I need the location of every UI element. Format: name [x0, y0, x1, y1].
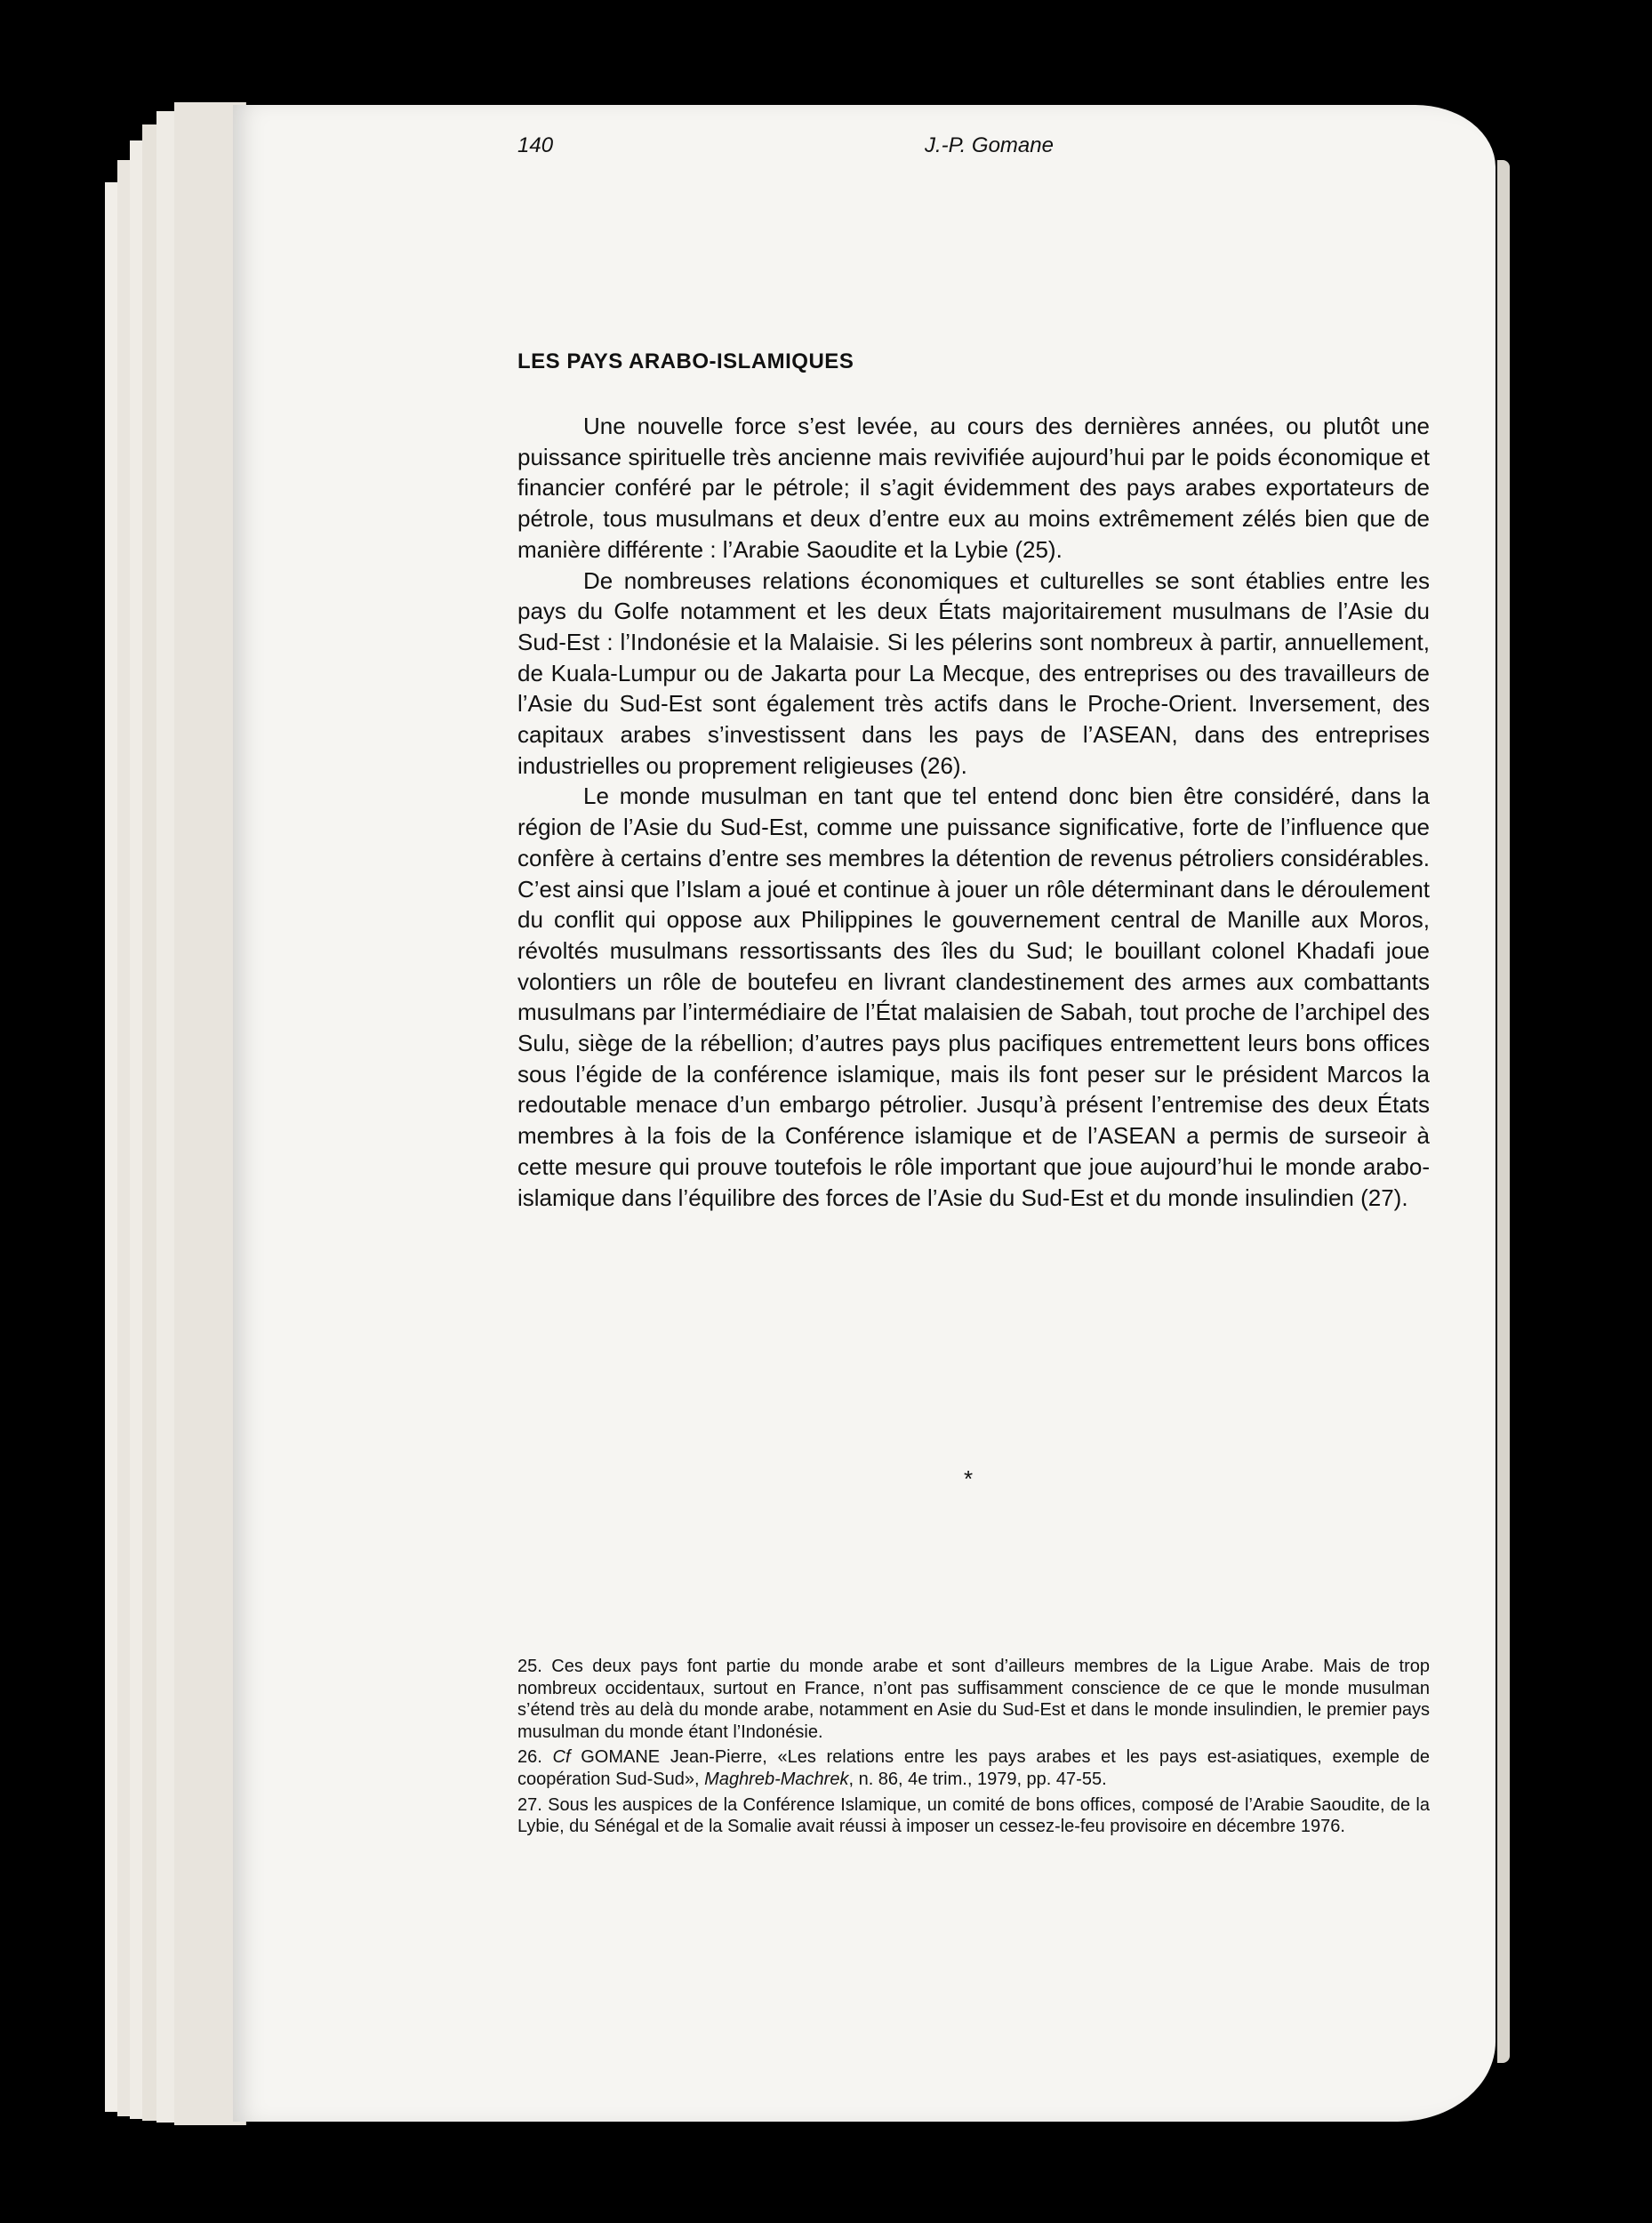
footnote-26-number: 26. [517, 1747, 542, 1768]
page-header [285, 133, 1200, 169]
page-number: 140 [517, 133, 554, 157]
footnotes [517, 1656, 1430, 1842]
footnote-27: 27. Sous les auspices de la Conférence Islamique, un comité de bons offices, composé de l’Arabie Saoudite, de la Lybie, du Sénégal et de la Somalie avait réussi à imposer un cessez-le-feu provisoire en décembre 1976. [517, 1794, 1430, 1837]
paragraph: Le monde musulman en tant que tel entend donc bien être considéré, dans la région de l’Asie du Sud-Est, comme une puissance significative, forte de l’influence que confère à certains d’entre ses membres la détention de revenus pétroliers considérables. C’est ainsi que l’Islam a joué et continue à jouer un rôle déterminant dans le déroulement du conflit qui oppose aux Philippines le gouvernement central de Manille aux Moros, révoltés musulmans ressortissants des îles du Sud; le bouillant colonel Khadafi joue volontiers un rôle de boutefeu en livrant clandestinement des armes aux combattants musulmans par l’intermédiaire de l’État malaisien de Sabah, tout proche de l’archipel des Sulu, siège de la rébellion; d’autres pays plus pacifiques entremettent leurs bons offices sous l’égide de la conférence islamique, mais ils font peser sur le président Marcos la redoutable menace d’un embargo pétrolier. Jusqu’à présent l’entremise des deux États membres à la fois de la Conférence islamique et de l’ASEAN a permis de surseoir à cette mesure qui prouve toutefois le rôle important que joue aujourd’hui le monde arabo-islamique dans l’équilibre des forces de l’Asie du Sud-Est et du monde insulindien (27). [517, 782, 1430, 1211]
footnote-26-journal: Maghreb-Machrek [704, 1769, 849, 1789]
footnote-26-details: , n. 86, 4e trim., 1979, pp. 47-55. [848, 1769, 1107, 1789]
footnote-25: 25. Ces deux pays font partie du monde arabe et sont d’ailleurs membres de la Ligue Arabe. Mais de trop nombreux occidentaux, surtout en France, n’ont pas suffisamment conscience de ce que le monde musulman s’étend très au delà du monde arabe, notamment en Asie du Sud-Est et dans le monde insulindien, le premier pays musulman du monde étant l’Indonésie. [517, 1657, 1430, 1742]
page-right-edge [1497, 160, 1510, 2063]
section-title: LES PAYS ARABO-ISLAMIQUES [517, 349, 854, 373]
section-separator: * [964, 1465, 974, 1492]
paragraph: De nombreuses relations économiques et culturelles se sont établies entre les pays du Golfe notamment et les deux États majoritairement musulmans de l’Asie du Sud-Est : l’Indonésie et la Malaisie. Si les pélerins sont nombreux à partir, annuellement, de Kuala-Lumpur ou de Jakarta pour La Mecque, des entreprises ou des travailleurs de l’Asie du Sud-Est sont également très actifs dans le Proche-Orient. Inversement, des capitaux arabes s’investissent dans les pays de l’ASEAN, dans des entreprises industrielles ou proprement religieuses (26). [517, 566, 1430, 779]
footnote-26-author: GOMANE Jean-Pierre, «Les relations entre les pays arabes et les pays est-asiatiques, exemple de coopération Sud-Sud», [517, 1747, 1430, 1789]
running-title: J.-P. Gomane [925, 133, 1054, 157]
paragraph: Une nouvelle force s’est levée, au cours des dernières années, ou plutôt une puissance spirituelle très ancienne mais revivifiée aujourd’hui par le poids économique et financier conféré par le pétrole; il s’agit évidemment des pays arabes exportateurs de pétrole, tous musulmans et deux d’entre eux au moins extrêmement zélés bien que de manière différente : l’Arabie Saoudite et la Lybie (25). [517, 413, 1430, 563]
footnote-26 [517, 1746, 1430, 1790]
footnote-26-cf: Cf [552, 1747, 571, 1768]
body-text [517, 411, 1430, 1213]
